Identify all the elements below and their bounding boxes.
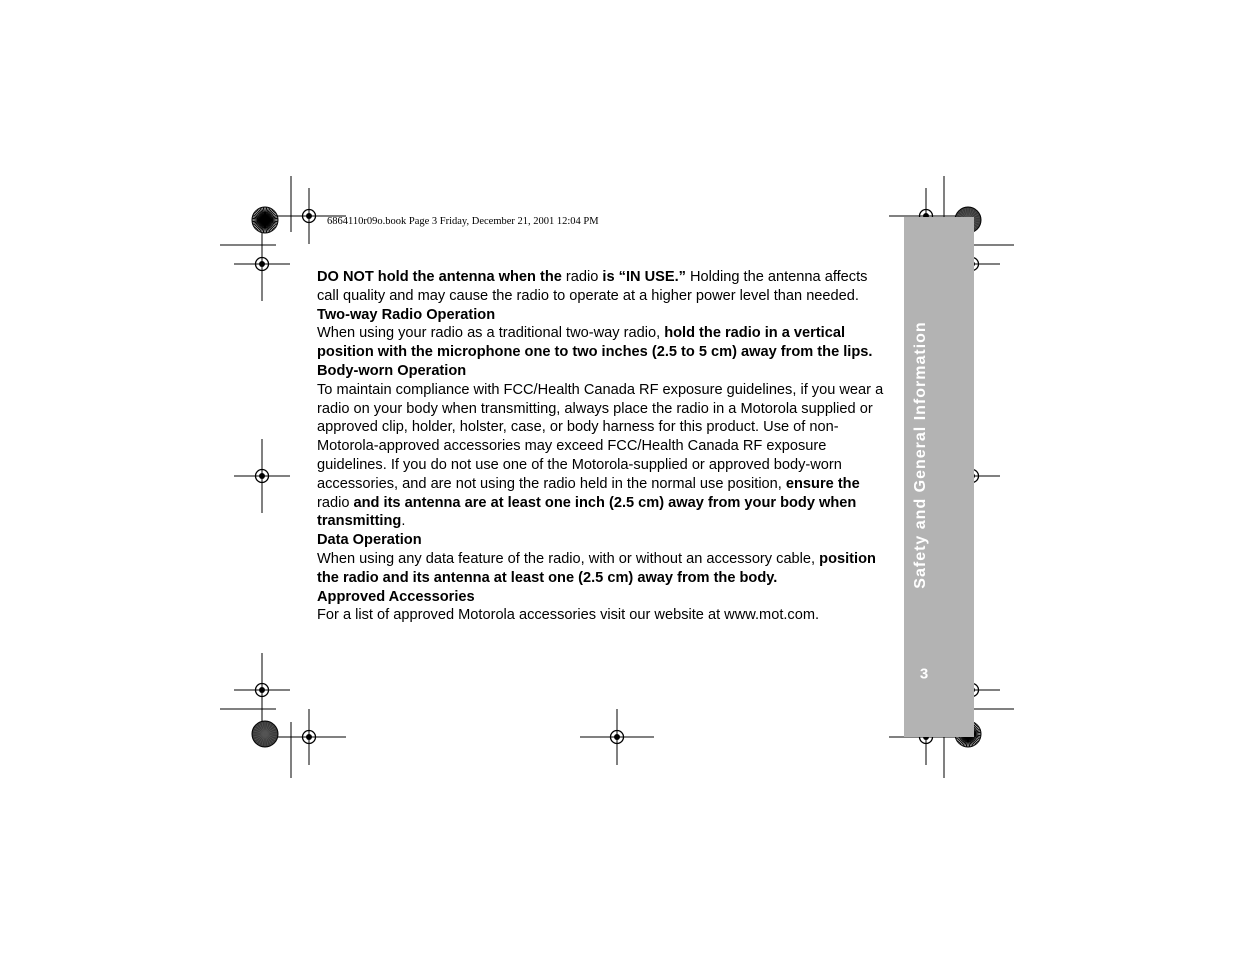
text-run: . — [401, 513, 406, 530]
text-run: Holding the antenna affects call quality and may cause the radio to operate at a higher power level than needed. — [317, 269, 868, 304]
text-run: When using your radio as a traditional two-way radio, — [317, 325, 665, 342]
text-run: For a list of approved Motorola accessories visit our website at www.mot.com. — [317, 607, 820, 624]
text-run: radio — [561, 269, 603, 285]
page-number: 3 — [919, 665, 929, 683]
section-heading: Body-worn Operation — [317, 362, 467, 379]
section-paragraph — [317, 606, 892, 625]
sections-container — [317, 306, 892, 626]
target-dot — [259, 261, 265, 267]
text-run: When using any data feature of the radio, with or without an accessory cable, — [317, 550, 820, 567]
section-paragraph — [317, 324, 892, 362]
page-body — [317, 268, 892, 625]
intro-paragraph — [317, 268, 892, 306]
bold-text-run: ensure the — [785, 475, 860, 492]
text-run: To maintain compliance with FCC/Health Canada RF exposure guidelines, if you wear a radio on your body when transmitting, always place the radio in a Motorola supplied or approved clip, holder, holster, case, or body harness for this product. Use of non-Motorola-approved accessories may exceed FCC/Health Canada RF exposure guidelines. If you do not use one of the Motorola-supplied or approved body-worn accessories, and are not using the radio held in the normal use position, — [317, 381, 884, 492]
text-run: radio — [317, 494, 354, 511]
bold-text-run: and its antenna are at least one inch (2.5 cm) away from your body when transmitting — [317, 494, 857, 530]
target-dot — [306, 213, 312, 219]
target-dot — [614, 734, 620, 740]
bold-text-run: hold the radio in a vertical position with the microphone one to two inches (2.5 to 5 cm) away from the lips. — [317, 325, 873, 361]
section-side-title: Safety and General Information — [912, 321, 929, 589]
print-slug-header: 6864110r09o.book Page 3 Friday, December 21, 2001 12:04 PM — [327, 216, 599, 227]
bold-text-run: DO NOT hold the antenna when the — [317, 269, 562, 285]
section-paragraph — [317, 381, 892, 531]
section-heading: Approved Accessories — [317, 588, 475, 605]
bold-text-run: position the radio and its antenna at least one (2.5 cm) away from the body. — [317, 550, 876, 586]
target-dot — [259, 473, 265, 479]
target-dot — [306, 734, 312, 740]
section-heading: Two-way Radio Operation — [317, 306, 496, 323]
section-heading: Data Operation — [317, 532, 422, 549]
section-paragraph — [317, 550, 892, 588]
bold-text-run: is “IN USE.” — [602, 269, 686, 285]
target-dot — [259, 687, 265, 693]
